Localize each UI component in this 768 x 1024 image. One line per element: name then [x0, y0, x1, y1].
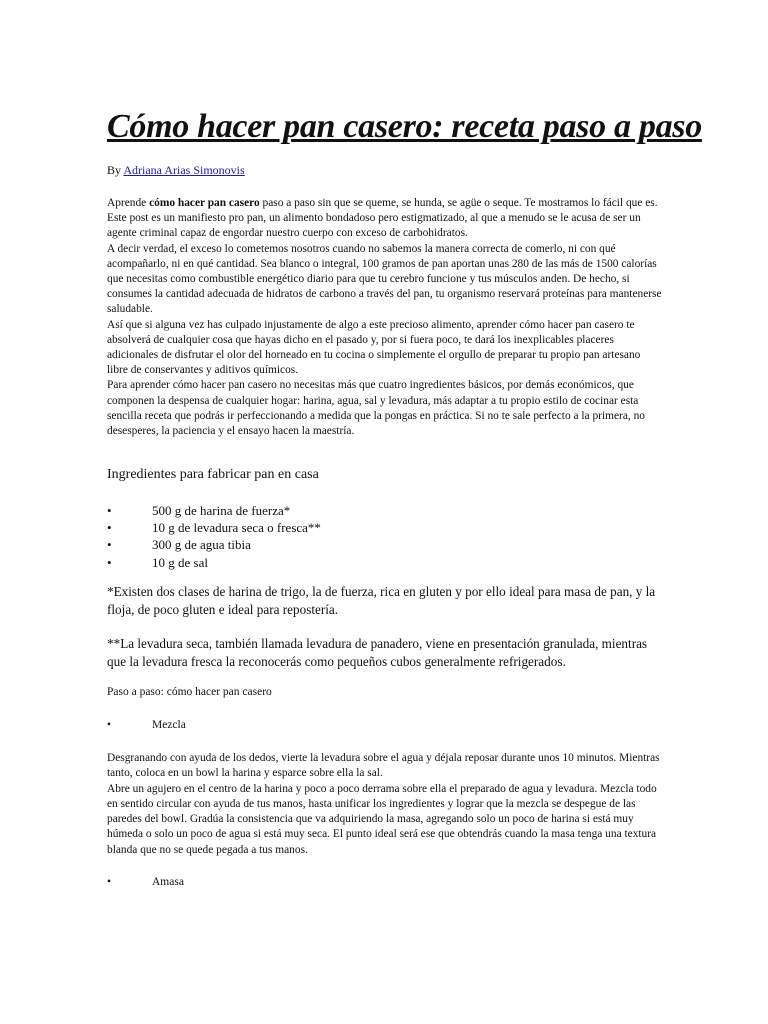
bullet-marker: •: [107, 719, 112, 731]
step-label: Amasa: [152, 876, 184, 888]
ingredient-item: [107, 502, 321, 519]
note-text: **La levadura seca, también llamada levadura de panadero, viene en presentación granulada, mientras que la levadura fresca la reconocerás como pequeños cubos generalmente refrigerados.: [107, 636, 648, 669]
intro-paragraph: Así que si alguna vez has culpado injustamente de algo a este precioso alimento, aprender cómo hacer pan casero te absolverá de cualquier cosa que hayas dicho en el pasado y, por si fuera poco, te dará los inexplicables placeres adicionales de disfrutar el olor del horneado en tu cocina o simplemente el orgullo de preparar tu propio pan artesano libre de conservantes y aditivos químicos.: [107, 318, 641, 377]
intro-paragraph: Este post es un manifiesto pro pan, un alimento bondadoso pero estigmatizado, al que a menudo se le acusa de ser un agente criminal capaz de engordar nuestro cuerpo con exceso de carbohidratos.: [107, 212, 641, 240]
step-label: Mezcla: [152, 719, 186, 731]
ingredient-item: [107, 519, 321, 536]
ingredient-text: 10 g de levadura seca o fresca**: [152, 520, 321, 536]
step-amasa: [107, 876, 184, 888]
bullet-marker: •: [107, 520, 112, 536]
ingredient-item: [107, 536, 321, 553]
ingredient-text: 300 g de agua tibia: [152, 537, 251, 553]
byline: [107, 163, 245, 178]
steps-heading: Paso a paso: cómo hacer pan casero: [107, 686, 272, 698]
bullet-marker: •: [107, 554, 112, 570]
intro-text: [107, 196, 663, 439]
step-paragraph: Abre un agujero en el centro de la harina y poco a poco derrama sobre ella el preparado de agua y levadura. Mezcla todo en sentido circular con ayuda de tus manos, hasta unificar los ingredientes y lograr que la mezcla se despegue de las paredes del bowl. Gradúa la consistencia que va adquiriendo la masa, agregando solo un poco de harina si está muy húmeda o solo un poco de agua si está muy seca. El punto ideal será ese que obtendrás cuando la masa tenga una textura blanda que no se quede pegada a tus manos.: [107, 782, 657, 856]
step-mezcla: [107, 719, 186, 731]
page-title: Cómo hacer pan casero: receta paso a paso: [107, 108, 702, 145]
note-text: *Existen dos clases de harina de trigo, la de fuerza, rica en gluten y por ello ideal para masa de pan, y la floja, de poco gluten e ideal para repostería.: [107, 584, 656, 617]
intro-lead-bold: cómo hacer pan casero: [149, 197, 260, 209]
ingredients-heading: Ingredientes para fabricar pan en casa: [107, 467, 319, 482]
bullet-marker: •: [107, 503, 112, 518]
yeast-note: [107, 635, 663, 670]
byline-prefix: By: [107, 163, 122, 177]
intro-lead-pre: Aprende: [107, 197, 150, 209]
intro-lead: [107, 196, 663, 211]
author-link[interactable]: Adriana Arias Simonovis: [123, 163, 245, 177]
flour-note: [107, 583, 663, 618]
ingredient-text: 10 g de sal: [152, 554, 208, 570]
step-paragraph: Desgranando con ayuda de los dedos, vierte la levadura sobre el agua y déjala reposar durante unos 10 minutos. Mientras tanto, coloca en un bowl la harina y esparce sobre ella la sal.: [107, 752, 660, 780]
step-mezcla-text: [107, 751, 663, 858]
intro-paragraph: Para aprender cómo hacer pan casero no necesitas más que cuatro ingredientes básicos, por demás económicos, que componen la despensa de cualquier hogar: harina, agua, sal y levadura, más adaptar a tu propio estilo de cocinar esta sencilla receta que podrás ir perfeccionando a medida que la pongas en práctica. Si no te sale perfecto a la primera, no desesperes, la paciencia y el ensayo hacen la maestría.: [107, 379, 645, 438]
intro-paragraph: A decir verdad, el exceso lo cometemos nosotros cuando no sabemos la manera correcta de comerlo, ni con qué acompañarlo, ni en qué cantidad. Sea blanco o integral, 100 gramos de pan aportan unas 280 de las más de 1500 calorías que necesitas como combustible energético diario para que tu cerebro funcione y tus músculos anden. De hecho, si consumes la cantidad adecuada de hidratos de carbono a través del pan, tu organismo reservará proteínas para mantenerse saludable.: [107, 242, 662, 316]
ingredient-text: 500 g de harina de fuerza*: [152, 503, 291, 518]
bullet-marker: •: [107, 537, 112, 553]
intro-lead-post: paso a paso sin que se queme, se hunda, se agüe o seque. Te mostramos lo fácil que es.: [259, 197, 658, 209]
ingredients-list: [107, 502, 321, 571]
bullet-marker: •: [107, 876, 112, 888]
ingredient-item: [107, 554, 321, 571]
